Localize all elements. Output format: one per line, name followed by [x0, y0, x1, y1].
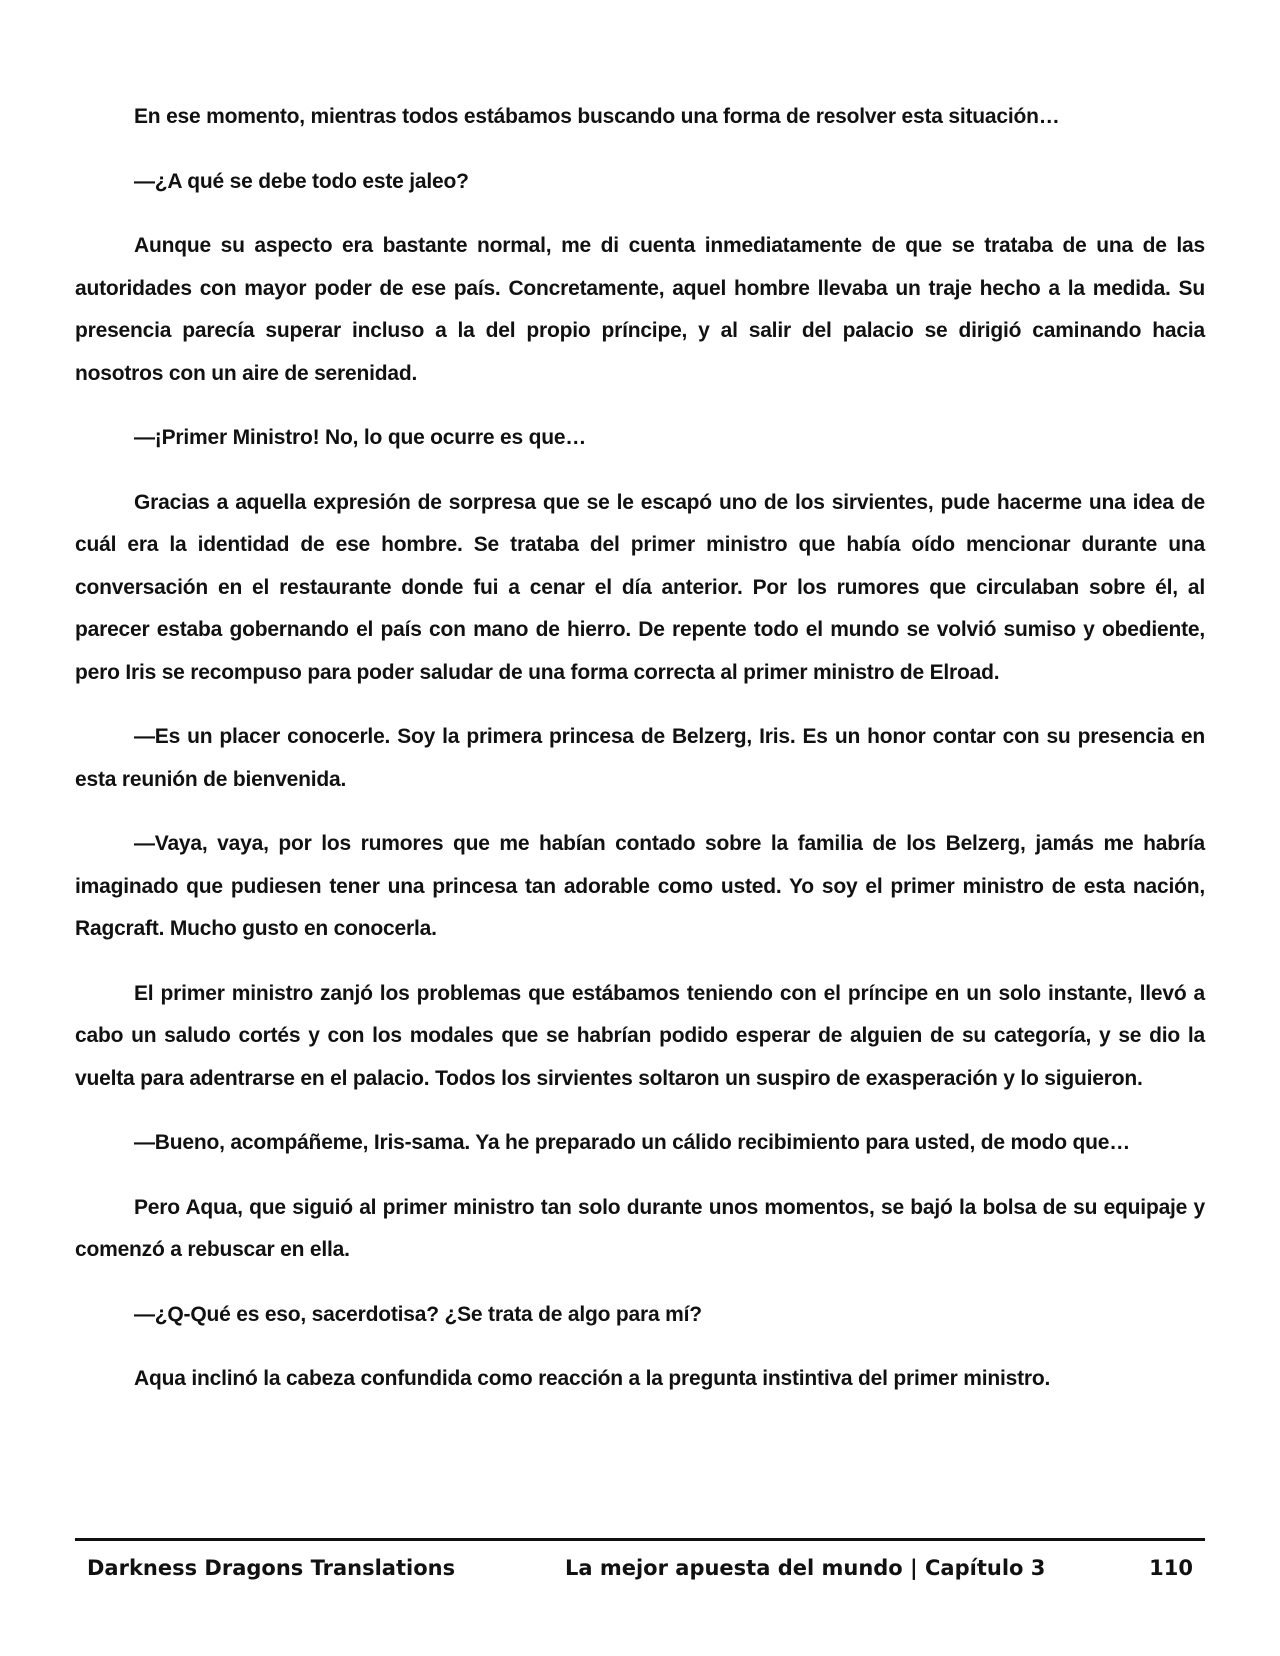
paragraph: Gracias a aquella expresión de sorpresa que se le escapó uno de los sirvientes, pude hacerme una idea de cuál era la identidad de ese hombre. Se trataba del primer ministro que había oído mencionar durante una conversación en el restaurante donde fui a cenar el día anterior. Por los rumores que circulaban sobre él, al parecer estaba gobernando el país con mano de hierro. De repente todo el mundo se volvió sumiso y obediente, pero Iris se recompuso para poder saludar de una forma correcta al primer ministro de Elroad. [75, 490, 1205, 684]
paragraph: —Es un placer conocerle. Soy la primera princesa de Belzerg, Iris. Es un honor contar con su presencia en esta reunión de bienvenida. [75, 725, 1205, 791]
paragraph: —¡Primer Ministro! No, lo que ocurre es que… [134, 426, 587, 449]
page-body [75, 96, 1205, 1423]
paragraph: Pero Aqua, que siguió al primer ministro tan solo durante unos momentos, se bajó la bolsa de su equipaje y comenzó a rebuscar en ella. [75, 1195, 1205, 1261]
paragraph: —¿Q-Qué es eso, sacerdotisa? ¿Se trata de algo para mí? [134, 1302, 702, 1326]
footer-translator-credit: Darkness Dragons Translations [87, 1556, 456, 1580]
page-footer [75, 1548, 1205, 1588]
paragraph: En ese momento, mientras todos estábamos buscando una forma de resolver esta situación… [134, 105, 1060, 128]
paragraph: —¿A qué se debe todo este jaleo? [134, 169, 469, 193]
paragraph: —Bueno, acompáñeme, Iris-sama. Ya he preparado un cálido recibimiento para usted, de modo que… [134, 1131, 1131, 1154]
paragraph: —Vaya, vaya, por los rumores que me habían contado sobre la familia de los Belzerg, jamás me habría imaginado que pudiesen tener una princesa tan adorable como usted. Yo soy el primer ministro de esta nación, Ragcraft. Mucho gusto en conocerla. [75, 832, 1205, 940]
footer-book-chapter: La mejor apuesta del mundo | Capítulo 3 [565, 1556, 1046, 1580]
paragraph: El primer ministro zanjó los problemas que estábamos teniendo con el príncipe en un solo instante, llevó a cabo un saludo cortés y con los modales que se habrían podido esperar de alguien de su categoría, y se dio la vuelta para adentrarse en el palacio. Todos los sirvientes soltaron un suspiro de exasperación y lo siguieron. [75, 981, 1205, 1090]
paragraph: Aqua inclinó la cabeza confundida como reacción a la pregunta instintiva del primer ministro. [134, 1367, 1051, 1390]
footer-divider [75, 1538, 1205, 1541]
page-number: 110 [1149, 1556, 1193, 1580]
paragraph: Aunque su aspecto era bastante normal, me di cuenta inmediatamente de que se trataba de una de las autoridades con mayor poder de ese país. Concretamente, aquel hombre llevaba un traje hecho a la medida. Su presencia parecía superar incluso a la del propio príncipe, y al salir del palacio se dirigió caminando hacia nosotros con un aire de serenidad. [75, 234, 1205, 385]
